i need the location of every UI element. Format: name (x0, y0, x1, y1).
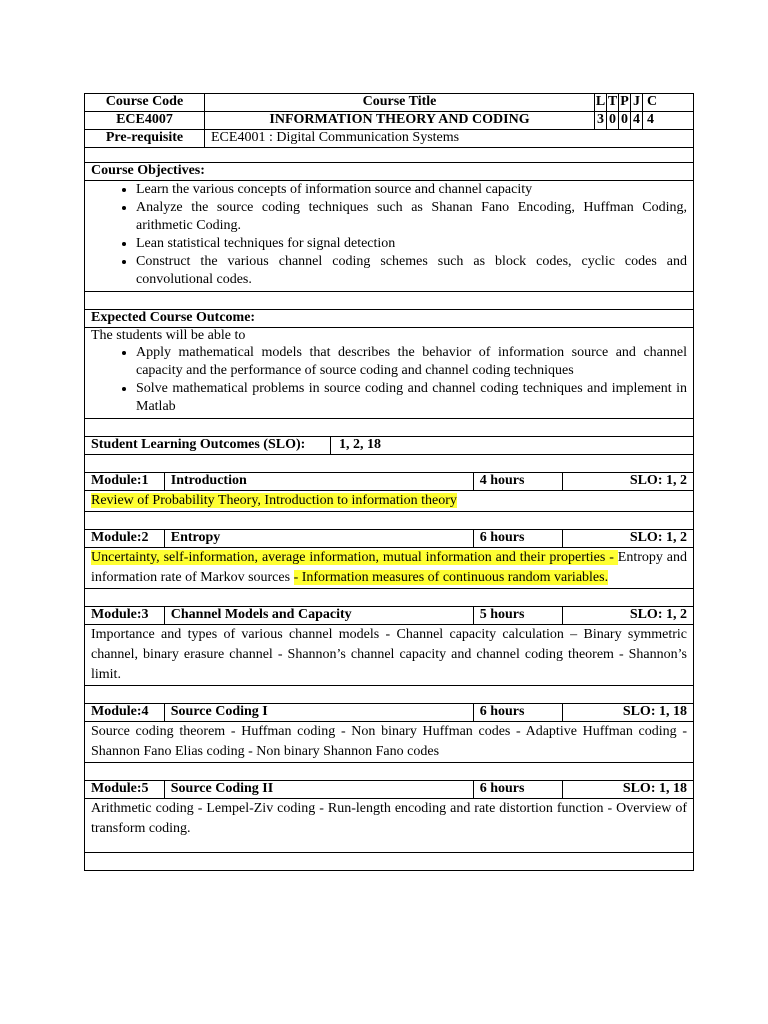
module-slo: SLO: 1, 2 (629, 607, 687, 622)
module-4-content (84, 722, 694, 763)
outcome-body (84, 328, 694, 419)
ltpjc-value: 4 (631, 112, 643, 129)
objective-item: • Learn the various concepts of information source and channel capacity (136, 181, 687, 199)
spacer-row (84, 455, 694, 473)
ltpjc-label: P (619, 94, 631, 111)
outcome-item: • Apply mathematical models that describes the behavior of information source and channel capacity and the performance of source coding and channel coding techniques (136, 344, 687, 380)
module-content-text: Importance and types of various channel models - Channel capacity calculation – Binary symmetric channel, binary erasure channel - Shannon’s channel capacity and channel coding theorem - Shannon’s limit. (91, 627, 687, 682)
spacer-row (84, 763, 694, 781)
module-title: Entropy (165, 530, 474, 547)
objectives-heading: Course Objectives: (84, 163, 694, 181)
spacer-row (84, 589, 694, 607)
module-content-highlight: Review of Probability Theory, Introduction to information theory (91, 493, 457, 508)
module-4-header (84, 704, 694, 722)
module-slo: SLO: 1, 18 (622, 781, 687, 796)
prerequisite-label: Pre-requisite (85, 130, 205, 147)
module-number: Module:3 (85, 607, 165, 624)
course-code: ECE4007 (85, 112, 205, 129)
module-5-header (84, 781, 694, 799)
prerequisite-row (84, 130, 694, 148)
ltpjc-label: L (595, 94, 606, 109)
ltpjc-value: 0 (607, 112, 619, 129)
slo-label: Student Learning Outcomes (SLO): (85, 437, 331, 454)
outcome-intro: The students will be able to (91, 328, 246, 343)
module-title: Introduction (165, 473, 474, 490)
module-2-header (84, 530, 694, 548)
module-2-content (84, 548, 694, 589)
spacer-row (84, 853, 694, 871)
module-1-content (84, 491, 694, 512)
syllabus-table (84, 93, 694, 871)
module-content-text: Entropy and information rate of Markov sources (91, 550, 687, 585)
module-hours: 4 hours (474, 473, 564, 490)
ltpjc-label: C (647, 94, 658, 109)
ltpjc-labels (595, 94, 693, 111)
ltpjc-label: J (631, 94, 643, 111)
header-row-values (84, 112, 694, 130)
objective-item: • Analyze the source coding techniques such as Shanan Fano Encoding, Huffman Coding, arithmetic Coding. (136, 199, 687, 235)
course-title-label: Course Title (205, 94, 595, 111)
module-content-highlight: Uncertainty, self-information, average information, mutual information and their properties - (91, 550, 618, 565)
course-code-label: Course Code (85, 94, 205, 111)
spacer-row (84, 686, 694, 704)
outcome-item: • Solve mathematical problems in source coding and channel coding techniques and implement in Matlab (136, 380, 687, 416)
module-1-header (84, 473, 694, 491)
spacer-row (84, 512, 694, 530)
module-content-text: Arithmetic coding - Lempel-Ziv coding - Run-length encoding and rate distortion function - Overview of transform coding. (91, 801, 687, 836)
objective-item: • Construct the various channel coding schemes such as block codes, cyclic codes and convolutional codes. (136, 253, 687, 289)
module-slo: SLO: 1, 2 (629, 530, 687, 545)
ltpjc-value: 3 (595, 112, 607, 129)
header-row-labels (84, 94, 694, 112)
module-number: Module:5 (85, 781, 165, 798)
module-title: Source Coding I (165, 704, 474, 721)
course-title: INFORMATION THEORY AND CODING (205, 112, 595, 129)
objectives-list (84, 181, 694, 292)
module-number: Module:4 (85, 704, 165, 721)
module-content-text: Source coding theorem - Huffman coding - Non binary Huffman codes - Adaptive Huffman coding - Shannon Fano Elias coding - Non binary Shannon Fano codes (91, 724, 687, 759)
module-hours: 6 hours (474, 704, 564, 721)
module-hours: 6 hours (474, 530, 564, 547)
ltpjc-value: 0 (619, 112, 631, 129)
spacer-row (84, 292, 694, 310)
module-3-content (84, 625, 694, 686)
spacer-row (84, 148, 694, 163)
ltpjc-value: 4 (647, 112, 654, 127)
slo-row (84, 437, 694, 455)
module-number: Module:2 (85, 530, 165, 547)
module-slo: SLO: 1, 2 (629, 473, 687, 488)
module-3-header (84, 607, 694, 625)
module-5-content (84, 799, 694, 853)
module-slo: SLO: 1, 18 (622, 704, 687, 719)
module-content-highlight: - Information measures of continuous random variables. (293, 570, 609, 585)
ltpjc-values (595, 112, 693, 129)
module-title: Channel Models and Capacity (165, 607, 474, 624)
objective-item: • Lean statistical techniques for signal detection (136, 235, 687, 253)
spacer-row (84, 419, 694, 437)
module-number: Module:1 (85, 473, 165, 490)
outcome-heading: Expected Course Outcome: (84, 310, 694, 328)
module-title: Source Coding II (165, 781, 474, 798)
slo-value: 1, 2, 18 (339, 437, 381, 452)
module-hours: 5 hours (474, 607, 564, 624)
prerequisite-value: ECE4001 : Digital Communication Systems (211, 130, 460, 145)
ltpjc-label: T (607, 94, 618, 109)
module-hours: 6 hours (474, 781, 564, 798)
